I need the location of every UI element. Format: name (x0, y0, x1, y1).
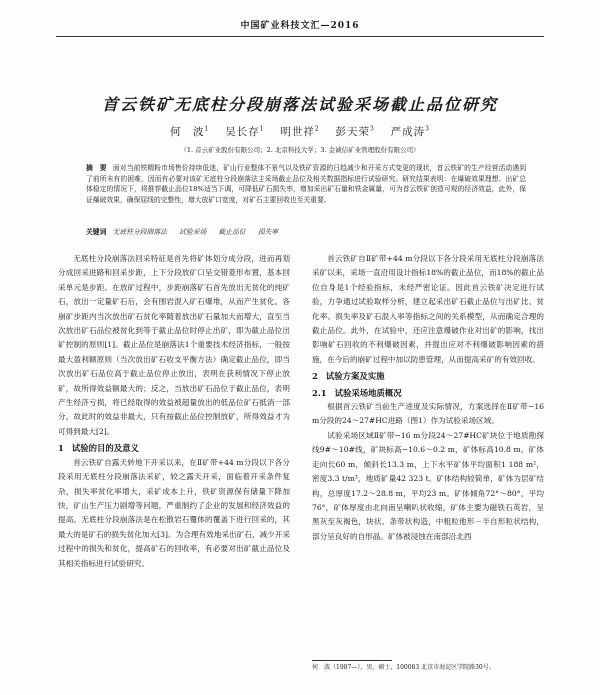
section-title: 试验方案及实施 (325, 371, 385, 382)
body-paragraph: 首云铁矿自Ⅱ矿带+44 m分段以下各分段采用无底柱分段崩落法采矿以来，采场一直沿用设计指标18%的截止品位，而18%的截止品位自身是1个经验指标，未经严密论证。因此首云铁矿决定进行试验，力争通过试验取样分析，建立起采出矿石截止品位与出矿比、贫化率、损失率及矿石混入率等指标之间的关系模型，从而确定合理的截止品位。此外，在试验中，还应注意爆破作业对出矿的影响，找出影响矿石回收的不利爆破因素，并提出应对不利爆破影响因素的措施，在今后的崩矿过程中加以防患管理，从而提高采矿的有效回收。 (312, 254, 544, 364)
abstract (86, 163, 526, 205)
author: 明世祥$^2$ (280, 125, 320, 138)
header-rule (56, 36, 544, 37)
author-list (0, 124, 600, 139)
keyword: 试验采场 (179, 228, 207, 236)
keyword: 损失率 (257, 228, 279, 236)
footnote: 何 波（1987—），男，硕士，100083 北京市海淀区学院路30号。 (312, 664, 495, 671)
author: 严成涛$^3$ (390, 125, 430, 138)
keywords-label: 关键词 (86, 228, 107, 236)
footnote-rule (312, 660, 392, 661)
body-paragraph: 无底柱分段崩落法回采特征是首先将矿体划分成分段，进而再划分成回采进路和回采步距，上下分段放矿口呈交错菱形布置，基本回采单元是步距。在放矿过程中，步距崩落矿石首先放出无贫化的纯矿石，放出一定量矿石后，会有围岩混入矿石爆堆，从而产生贫化。各崩矿步距内当次放出矿石贫化率随着放出矿石量加大而增大，直至当次放出矿石品位被贫化到等于截止品位时停止出矿，即为截止品位出矿控制的原则[1]。截止品位是崩落法1个重要技术经济指标，一般按最大盈利额原则（当次放出矿石收支平衡方法）确定截止品位，即当次放出矿石品位高于截止品位停止放出，表明在获利情况下停止放矿，故所得效益额最大的；反之，当放出矿石品位于截止品位，表明产生经济亏损，将已经取得的效益被超量放出的低品位矿石抵消一部分，故此时的效益非最大，只有按截止品位控制放矿，所得效益才为可得到最大[2]。 (58, 254, 290, 436)
section-heading (312, 369, 544, 383)
keywords (86, 227, 526, 237)
body-paragraph: 首云铁矿自露天转地下开采以来，在Ⅱ矿带+44 m分段以下各分段采用无底柱分段崩落法采矿，较之露天开采，面临着开采条件复杂，损失率贫化率增大，采矿成本上升，铁矿资源保有储量下降加快，矿山生产压力剧增等问题，严重制约了企业的发展和经济效益的提高。无底柱分段崩落法是在松散岩石覆体的覆盖下进行回采的，其最大的是矿石的损失贫化加大[3]。为合理有效地采出矿石，减少开采过程中的损失和贫化，提高矿石的回收率，有必要对出矿截止品位及其相关指标进行试验研究。 (58, 457, 290, 568)
author: 彭天荣$^3$ (335, 125, 375, 138)
running-head: 中国矿业科技文汇—2016 (240, 21, 360, 31)
keyword: 截止品位 (218, 228, 246, 236)
section-heading (58, 441, 290, 455)
keyword: 无底柱分段崩落法 (112, 228, 167, 236)
subsection-heading (312, 386, 544, 400)
paper-title: 首云铁矿无底柱分段崩落法试验采场截止品位研究 (101, 95, 498, 114)
left-column (58, 252, 290, 571)
section-number: 2.1 (312, 387, 327, 398)
body-paragraph: 试验采场区域Ⅱ矿带−16 m分段24～27#HC矿块位于地质勘探线9#～10#线，矿块标高−10.6～0.2 m，矿体标高10.8 m，矿体走向长60 m，倾斜长13.3 m，上下水平矿体平均面积1 188 m²，密度3.3 t/m³，地质矿量42 323 t。矿体结构较简单，矿体为层矿结构，总厚度17.2～28.8 m，平均23 m。矿体倾角72°～80°，平均76°，矿体厚度由北向南呈喇叭状收缩，矿体主要为磁铁石英岩，呈黑灰至灰褐色，块状、条带状构造，中粗粒他形－半自形粒状结构，部分呈良好的自形晶。矿体被浸蚀在南部沿北西 (312, 430, 544, 541)
author: 吴长存$^1$ (225, 125, 265, 138)
author: 何 波$^1$ (169, 125, 210, 138)
section-title: 试验采场地质概况 (334, 387, 402, 398)
section-title: 试验的目的及意义 (71, 443, 139, 454)
section-number: 2 (312, 371, 318, 382)
section-number: 1 (58, 443, 64, 454)
abstract-label: 摘 要 (86, 164, 107, 172)
affiliation: （1. 首云矿业股份有限公司；2. 北京科技大学；3. 金诚信矿业管理股份有限公司） (180, 146, 420, 154)
body-paragraph: 根据首云铁矿当前生产进度及实际情况，方案选择在Ⅱ矿带−16 m分段的24～27#HC进路（图1）作为试验采场区域。 (312, 402, 544, 426)
abstract-text: 面对当前铁精粉市场售价持续低迷，矿山行业整体不景气以及铁矿资源的日趋减少和开采方式变更的现状，首云铁矿的生产经营活动遇到了前所未有的困难，因而有必要对该矿无底柱分段崩落法主采场截止品位及相关数据指标进行试验研究。研究结果表明：在爆破效果理想、出矿总体稳定的情况下，将推荐截止品位18%适当下调，可降低矿石损失率，增加采出矿石量和铁金属量，可为首云铁矿创造可观的经济效益，此外，保证爆破效果，确保屈线的完整性，增大放矿口宽度，对矿石主要回收也至关重要。 (86, 164, 527, 204)
right-column (312, 252, 544, 544)
